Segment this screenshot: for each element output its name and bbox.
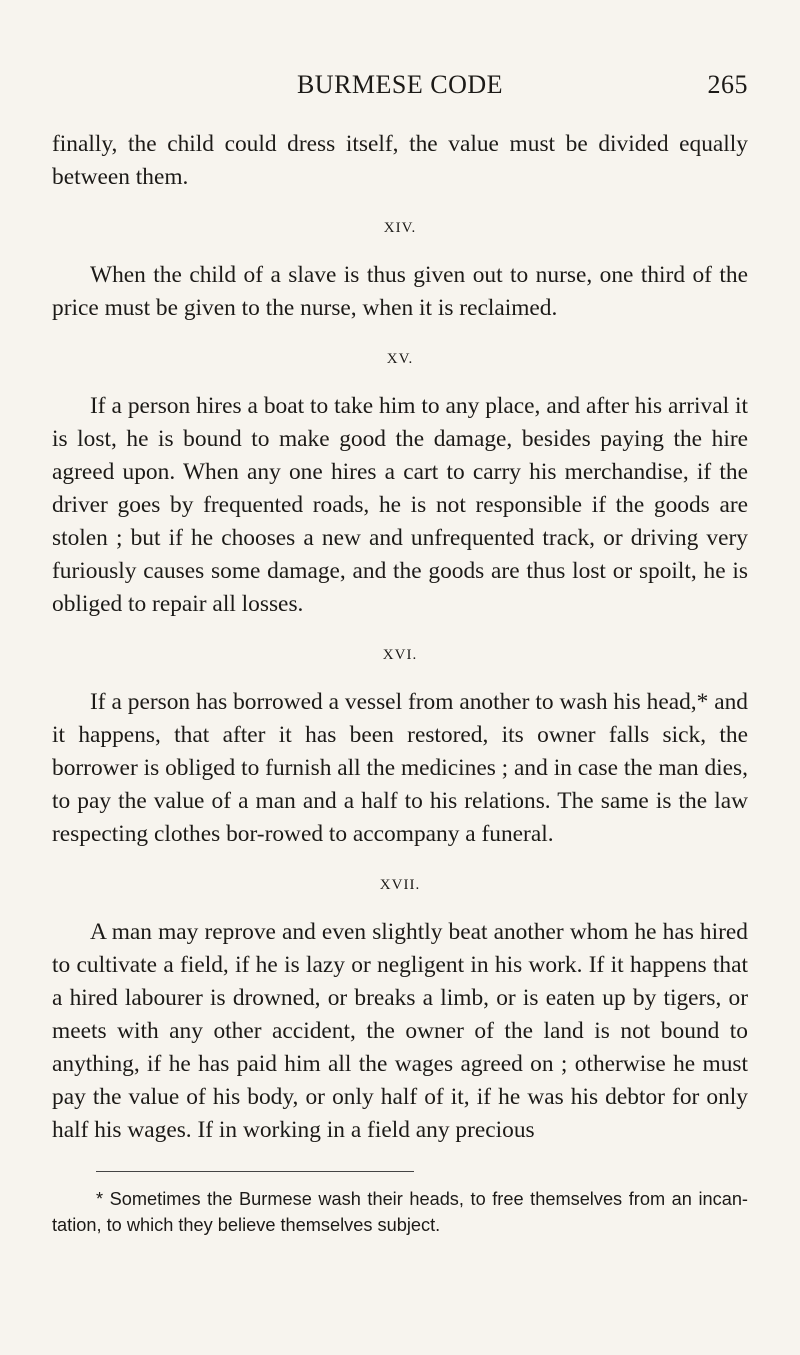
footnote-divider — [96, 1171, 414, 1172]
book-page — [52, 70, 748, 1238]
opening-paragraph: finally, the child could dress itself, the value must be divided equally between them. — [52, 131, 748, 190]
footnote: * Sometimes the Burmese wash their heads, to free themselves from an incan-tation, to which they believe themselves subject. — [52, 1189, 748, 1235]
running-title: BURMESE CODE — [296, 70, 504, 99]
section-heading-xv: XV. — [386, 351, 414, 367]
section-heading-xiv: XIV. — [383, 220, 417, 236]
section-heading-xvi: XVI. — [382, 647, 418, 663]
section-text-xvii: A man may reprove and even slightly beat another whom he has hired to cultivate a field, if he is lazy or negligent in his work. If it happens that a hired labourer is drowned, or breaks a limb, or is eaten up by tigers, or meets with any other accident, the owner of the land is not bound to anything, if he has paid him all the wages agreed on ; otherwise he must pay the value of his body, or only half of it, if he was his debtor for only half his wages. If in working in a field any precious — [52, 919, 748, 1143]
running-head — [52, 70, 748, 110]
page-number: 265 — [707, 70, 748, 99]
section-text-xiv: When the child of a slave is thus given out to nurse, one third of the price must be given to the nurse, when it is reclaimed. — [52, 262, 748, 321]
section-heading-xvii: XVII. — [379, 877, 421, 893]
section-text-xv: If a person hires a boat to take him to any place, and after his arrival it is lost, he is bound to make good the damage, besides paying the hire agreed upon. When any one hires a cart to carry his merchandise, if the driver goes by frequented roads, he is not responsible if the goods are stolen ; but if he chooses a new and unfrequented track, or driving very furiously causes some damage, and the goods are thus lost or spoilt, he is obliged to repair all losses. — [52, 393, 748, 617]
section-text-xvi: If a person has borrowed a vessel from another to wash his head,* and it happens, that after it has been restored, its owner falls sick, the borrower is obliged to furnish all the medicines ; and in case the man dies, to pay the value of a man and a half to his relations. The same is the law respecting clothes bor-rowed to accompany a funeral. — [52, 689, 748, 847]
